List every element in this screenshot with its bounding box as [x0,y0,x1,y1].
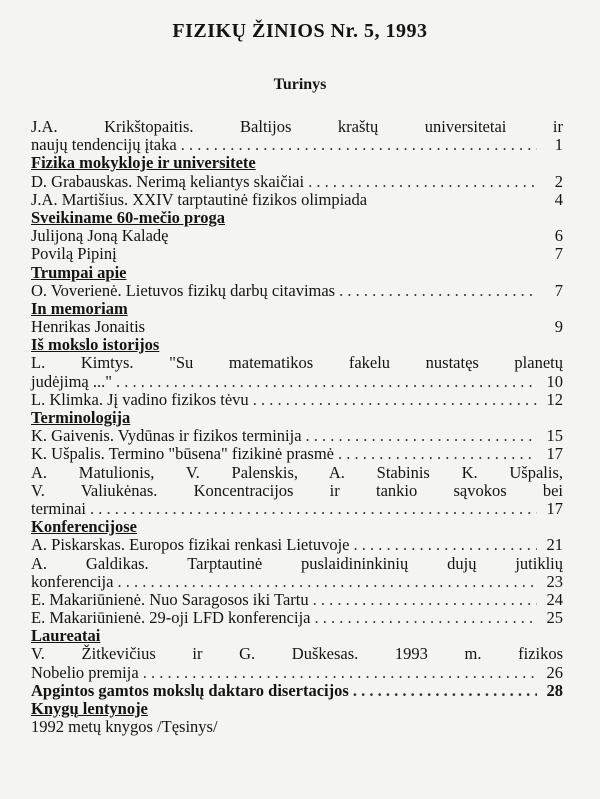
journal-title: FIZIKŲ ŽINIOS Nr. 5, 1993 [172,20,428,42]
toc-entry [31,536,563,554]
toc-page-number: 26 [546,662,563,682]
toc-entry-text: Henrikas Jonaitis [31,317,146,337]
toc-entry-text: O. Voverienė. Lietuvos fizikų darbų citavimas [31,280,336,300]
toc-entry [31,427,563,445]
dot-leader [313,591,537,609]
toc-entry-text: V. Valiukėnas. Koncentracijos ir tankio sąvokos bei [31,480,563,500]
toc-section-heading [31,700,563,718]
toc-entry-text: L. Kimtys. "Su matematikos fakelu nustatęs planetų [31,353,563,373]
toc-entry-text: E. Makariūnienė. Nuo Saragosos iki Tartu [31,589,309,609]
toc-page-number: 1 [554,135,563,155]
toc-page-number: 25 [546,608,563,628]
toc-entry-text: In memoriam [31,298,128,318]
toc-entry-text: Apgintos gamtos mokslų daktaro disertacijos [31,680,349,700]
toc-entry [31,609,563,627]
dot-leader [339,282,537,300]
toc-entry-text: A. Galdikas. Tarptautinė puslaidininkinių dujų jutiklių [31,553,563,573]
toc-page-number: 7 [554,244,563,264]
toc-page-number: 28 [546,680,563,700]
toc-page-number: 23 [546,571,563,591]
toc-page-number: 4 [554,189,563,209]
toc-entry [31,136,563,154]
toc-entry [31,482,563,500]
toc-entry-text: judėjimą ..." [31,371,112,391]
toc-entry [31,118,563,136]
toc-page-number: 15 [546,426,563,446]
dot-leader [315,609,538,627]
toc-entry-text: 1992 metų knygos /Tęsinys/ [31,717,218,737]
toc-page-number: 24 [546,589,563,609]
toc-entry-text: Povilą Pipinį [31,244,117,264]
toc-section-heading [31,264,563,282]
table-of-contents [31,118,563,736]
dot-leader [308,173,537,191]
dot-leader [116,373,537,391]
toc-page-number: 21 [546,535,563,555]
toc-entry-text: konferencija [31,571,114,591]
toc-entry [31,282,563,300]
contents-heading: Turinys [273,76,327,93]
toc-entry [31,682,563,700]
toc-entry [31,664,563,682]
toc-entry [31,391,563,409]
toc-page-number: 17 [546,444,563,464]
toc-entry-text: Knygų lentynoje [31,699,148,718]
toc-page-number: 10 [546,371,563,391]
toc-section-heading [31,209,563,227]
toc-entry [31,464,563,482]
toc-entry-text: A. Piskarskas. Europos fizikai renkasi Lietuvoje [31,535,350,555]
toc-entry [31,373,563,391]
toc-page-number: 12 [546,389,563,409]
toc-entry [31,245,563,263]
toc-entry-text: K. Gaivenis. Vydūnas ir fizikos terminija [31,426,302,446]
dot-leader [181,136,537,154]
toc-page-number: 2 [554,171,563,191]
toc-entry-text: Trumpai apie [31,262,127,282]
toc-entry [31,555,563,573]
toc-entry [31,191,563,209]
toc-entry [31,645,563,663]
dot-leader [90,500,537,518]
toc-entry-text: L. Klimka. Jį vadino fizikos tėvu [31,389,249,409]
toc-entry-text: Konferencijose [31,517,138,537]
toc-page-number: 7 [554,280,563,300]
dot-leader [353,682,537,700]
dot-leader [306,427,537,445]
dot-leader [117,573,537,591]
toc-entry [31,500,563,518]
toc-entry [31,173,563,191]
dot-leader [253,391,537,409]
toc-page-number: 6 [554,226,563,246]
toc-entry-text: K. Ušpalis. Termino "būsena" fizikinė prasmė [31,444,334,464]
toc-entry-text: Iš mokslo istorijos [31,335,160,355]
dot-leader [338,445,537,463]
toc-entry-text: Nobelio premija [31,662,139,682]
toc-entry [31,354,563,372]
toc-entry-text: J.A. Krikštopaitis. Baltijos kraštų universitetai ir [31,117,563,136]
toc-entry [31,718,563,736]
toc-section-heading [31,154,563,172]
toc-page-number: 17 [546,498,563,518]
toc-entry [31,318,563,336]
toc-entry [31,227,563,245]
dot-leader [143,664,537,682]
toc-page-number: 9 [554,317,563,337]
toc-entry-text: Fizika mokykloje ir universitete [31,153,256,173]
toc-section-heading [31,627,563,645]
toc-entry-text: D. Grabauskas. Nerimą keliantys skaičiai [31,171,305,191]
toc-section-heading [31,336,563,354]
toc-entry-text: Julijoną Joną Kaladę [31,226,169,246]
toc-section-heading [31,300,563,318]
toc-section-heading [31,518,563,536]
dot-leader [353,536,537,554]
toc-entry [31,573,563,591]
toc-entry-text: E. Makariūnienė. 29-oji LFD konferencija [31,608,311,628]
toc-entry [31,445,563,463]
toc-entry [31,591,563,609]
toc-section-heading [31,409,563,427]
toc-entry-text: Laureatai [31,626,101,646]
toc-entry-text: terminai [31,498,86,518]
toc-entry-text: Sveikiname 60-mečio proga [31,207,226,227]
toc-entry-text: V. Žitkevičius ir G. Duškesas. 1993 m. fizikos [31,644,563,664]
toc-entry-text: Terminologija [31,408,131,427]
toc-entry-text: J.A. Martišius. XXIV tarptautinė fizikos olimpiada [31,189,368,209]
toc-entry-text: A. Matulionis, V. Palenskis, A. Stabinis K. Ušpalis, [31,462,563,482]
toc-entry-text: naujų tendencijų įtaka [31,135,177,155]
